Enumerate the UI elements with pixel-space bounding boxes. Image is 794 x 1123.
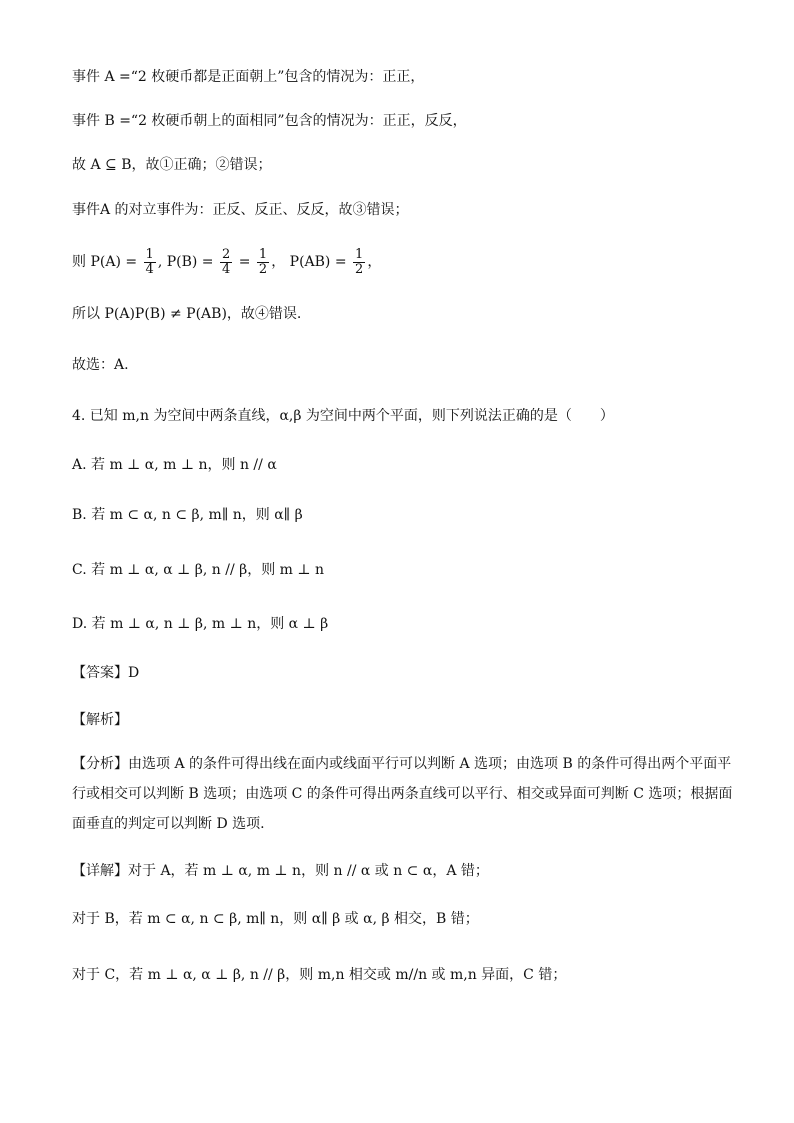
- text-segment: , P(B) =: [157, 254, 218, 270]
- text-segment: ，: [367, 254, 382, 270]
- denominator: 2: [355, 261, 364, 277]
- answer-label: 【答案】D: [72, 665, 140, 681]
- text-line: 事件A 的对立事件为：正反、反正、反反，故③错误；: [72, 202, 409, 218]
- option-a: A. 若 m ⊥ α, m ⊥ n，则 n // α: [72, 457, 277, 473]
- text-line: 故 A ⊆ B，故①正确；②错误；: [72, 157, 272, 173]
- detail-line: 对于 B，若 m ⊂ α, n ⊂ β, m∥ n，则 α∥ β 或 α, β 相交，B 错；: [72, 911, 479, 927]
- option-b: B. 若 m ⊂ α, n ⊂ β, m∥ n，则 α∥ β: [72, 507, 303, 523]
- detail-line: 【详解】对于 A，若 m ⊥ α, m ⊥ n，则 n // α 或 n ⊂ α，A 错；: [72, 863, 489, 879]
- fraction: [257, 248, 269, 277]
- option-d: D. 若 m ⊥ α, n ⊥ β, m ⊥ n，则 α ⊥ β: [72, 616, 329, 632]
- fraction: [353, 248, 365, 277]
- probability-line: [72, 246, 734, 278]
- text-segment: =: [234, 254, 255, 270]
- numerator: 1: [355, 246, 364, 262]
- numerator: 2: [222, 246, 231, 262]
- numerator: 1: [258, 246, 268, 262]
- text-line: 事件 B =“2 枚硬币朝上的面相同”包含的情况为：正正，反反，: [72, 113, 467, 129]
- text-segment: ， P(AB) =: [271, 254, 352, 270]
- option-c: C. 若 m ⊥ α, α ⊥ β, n // β，则 m ⊥ n: [72, 562, 325, 578]
- analysis-paragraph: 【分析】由选项 A 的条件可得出线在面内或线面平行可以判断 A 选项；由选项 B 的条件可得出两个平面平行或相交可以判断 B 选项；由选项 C 的条件可得出两条直线可以平行、相交或异面可判断 C 选项；根据面面垂直的判定可以判断 D 选项.: [72, 756, 733, 832]
- text-segment: 则 P(A) =: [72, 254, 142, 270]
- denominator: 4: [222, 261, 231, 277]
- text-line: 事件 A =“2 枚硬币都是正面朝上”包含的情况为：正正，: [72, 69, 425, 85]
- text-line: 故选：A.: [72, 357, 129, 373]
- numerator: 1: [145, 246, 154, 262]
- analysis-heading: 【解析】: [72, 712, 128, 728]
- question-stem: 4. 已知 m,n 为空间中两条直线，α,β 为空间中两个平面，则下列说法正确的是（ ）: [72, 408, 614, 424]
- fraction: [144, 248, 156, 277]
- denominator: 4: [145, 261, 154, 277]
- denominator: 2: [258, 261, 268, 277]
- detail-line: 对于 C，若 m ⊥ α, α ⊥ β, n // β，则 m,n 相交或 m//n 或 m,n 异面，C 错；: [72, 967, 567, 983]
- fraction: [220, 248, 232, 277]
- text-line: 所以 P(A)P(B) ≠ P(AB)，故④错误.: [72, 306, 302, 322]
